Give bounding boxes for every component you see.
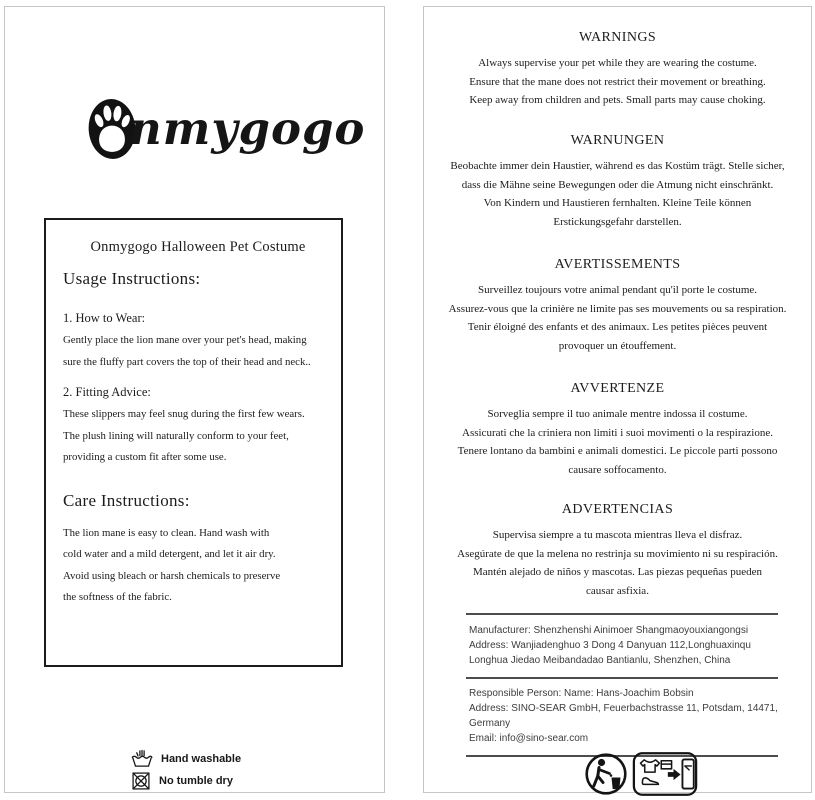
section-heading: WARNINGS: [578, 30, 657, 45]
care-instructions-body: The lion mane is easy to clean. Hand wash with cold water and a mild detergent, and let it air dry. Avoid using bleach or harsh chemicals to preserve the softness of the fabric.: [63, 526, 281, 603]
warnings-section-de: WARNUNGEN Beobachte immer dein Haustier, während es das Kostüm trägt. Stelle sicher, dass die Mähne seine Bewegungen oder die Atmung nicht einschränkt. Von Kindern und Haustieren fernhalten. Kleine Teile können Erstickungsgefahr darstellen.: [424, 131, 811, 231]
no-tumble-dry-icon: [131, 771, 151, 791]
textile-sorting-icon: [632, 751, 698, 797]
usage-instructions-heading: Usage Instructions:: [63, 269, 201, 288]
warnings-section-fr: AVERTISSEMENTS Surveillez toujours votre animal pendant qu'il porte le costume. Assurez-vous que la crinière ne limite pas ses mouvements ou sa respiration. Tenir éloigné des enfants et des animaux. Les petites pièces peuvent provoquer un étouffement.: [424, 255, 811, 355]
responsible-person-section: [466, 679, 778, 758]
manufacturer-address: Address: Wanjiadenghuo 3 Dong 4 Danyuan 112,Longhuaxinqu: [469, 639, 751, 651]
manufacturer-name: Manufacturer: Shenzhenshi Ainimoer Shangmaoyouxiangongsi: [469, 624, 749, 636]
responsible-person-email: Email: info@sino-sear.com: [469, 733, 589, 744]
section-heading: ADVERTENCIAS: [561, 502, 674, 517]
responsible-person-name: Responsible Person: Name: Hans-Joachim Bobsin: [469, 688, 694, 699]
how-to-wear-body: Gently place the lion mane over your pet's head, making sure the fluffy part covers the top of their head and neck..: [63, 334, 311, 368]
hand-washable-label: Hand washable: [161, 752, 242, 765]
warnings-section-en: WARNINGS Always supervise your pet while they are wearing the costume. Ensure that the mane does not restrict their movement or breathing. Keep away from children and pets. Small parts may cause choking.: [424, 28, 811, 110]
manufacturer-section: [466, 615, 778, 679]
section-heading: AVVERTENZE: [570, 381, 665, 396]
box-title: Onmygogo Halloween Pet Costume: [90, 239, 306, 255]
warnings-section-es: ADVERTENCIAS Supervisa siempre a tu mascota mientras lleva el disfraz. Asegúrate de que la melena no restrinja su movimiento ni su respiración. Mantén alejado de niños y mascotas. Las piezas pequeñas pueden causar asfixia.: [424, 500, 811, 600]
no-tumble-dry-label: No tumble dry: [159, 775, 233, 787]
brand-logo-text: nmygogo: [129, 102, 366, 155]
brand-logo: [87, 95, 365, 163]
recycling-symbols: [584, 751, 702, 797]
responsible-person-address: Address: SINO-SEAR GmbH, Feuerbachstrasse 11, Potsdam, 14471,: [469, 703, 778, 714]
left-label-panel: [4, 6, 385, 793]
section-heading: WARNUNGEN: [570, 133, 665, 148]
hand-wash-icon: [131, 748, 153, 769]
fitting-advice-heading: 2. Fitting Advice:: [63, 385, 151, 399]
warnings-section-it: AVVERTENZE Sorveglia sempre il tuo animale mentre indossa il costume. Assicurati che la criniera non limiti i suoi movimenti o la respirazione. Tenere lontano da bambini e animali domestici. Le piccole parti possono causare soffocamento.: [424, 379, 811, 479]
how-to-wear-heading: 1. How to Wear:: [63, 311, 146, 325]
fitting-advice-body: These slippers may feel snug during the first few wears. The plush lining will naturally conform to your feet, providing a custom fit after some use.: [63, 408, 305, 463]
instruction-box: [44, 218, 343, 667]
wash-care-symbols: [131, 748, 241, 793]
no-tumble-dry-row: [131, 771, 241, 791]
tidyman-icon: [584, 751, 628, 797]
hand-washable-row: [131, 748, 241, 769]
manufacturer-info-block: [466, 613, 778, 757]
section-heading: AVERTISSEMENTS: [554, 257, 681, 272]
care-instructions-heading: Care Instructions:: [63, 490, 190, 510]
manufacturer-address-2: Longhua Jiedao Meibandadao Bantianlu, Shenzhen, China: [469, 654, 731, 666]
responsible-person-address-2: Germany: [469, 718, 511, 729]
right-label-panel: [423, 6, 812, 793]
